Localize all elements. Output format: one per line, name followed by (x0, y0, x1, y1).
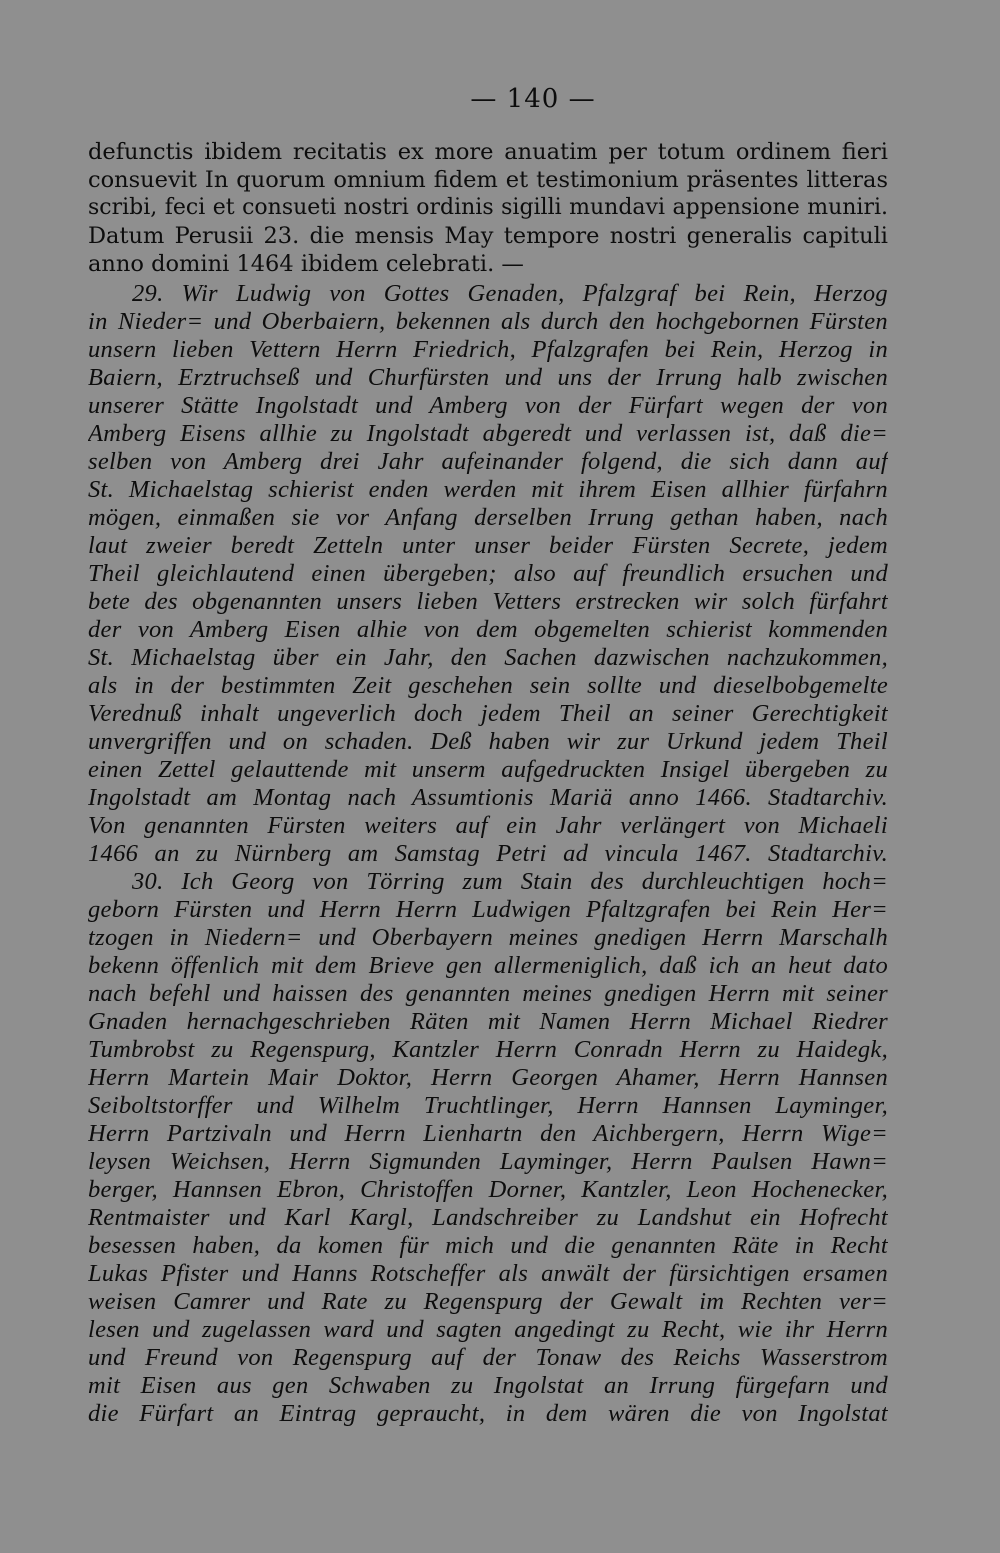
text-line: consuevit In quorum omnium fidem et testimonium präsentes litteras (88, 167, 888, 193)
text-line: einen Zettel gelauttende mit unserm aufgedruckten Insigel übergeben zu (88, 756, 888, 783)
text-line: St. Michaelstag schierist enden werden mit ihrem Eisen allhier fürfahrn (88, 476, 888, 503)
text-line: besessen haben, da komen für mich und die genannten Räte in Recht (88, 1232, 888, 1259)
text-line: 1466 an zu Nürnberg am Samstag Petri ad vincula 1467. Stadtarchiv. (88, 840, 888, 867)
text-line: Lukas Pfister und Hanns Rotscheffer als anwält der fürsichtigen ersamen (88, 1260, 888, 1287)
text-line: Rentmaister und Karl Kargl, Landschreiber zu Landshut ein Hofrecht (88, 1204, 888, 1231)
text-line: selben von Amberg drei Jahr aufeinander folgend, die sich dann auf (88, 448, 888, 475)
text-line: anno domini 1464 ibidem celebrati. — (88, 251, 524, 277)
text-line: defunctis ibidem recitatis ex more anuatim per totum ordinem fieri (88, 139, 888, 165)
page-number: — 140 — (470, 84, 596, 114)
text-line: weisen Camrer und Rate zu Regenspurg der Gewalt im Rechten ver= (88, 1288, 888, 1315)
text-line: geborn Fürsten und Herrn Herrn Ludwigen Pfaltzgrafen bei Rein Her= (88, 896, 888, 923)
paragraph-29-start: 29. Wir Ludwig von Gottes Genaden, Pfalzgraf bei Rein, Herzog (132, 280, 888, 307)
text-line: Baiern, Erztruchseß und Churfürsten und uns der Irrung halb zwischen (88, 364, 888, 391)
text-line: lesen und zugelassen ward und sagten angedingt zu Recht, wie ihr Herrn (88, 1316, 888, 1343)
text-line: Tumbrobst zu Regenspurg, Kantzler Herrn Conradn Herrn zu Haidegk, (88, 1036, 888, 1063)
fraktur-text-block (88, 280, 888, 1428)
document-page (88, 0, 888, 1553)
text-line: mögen, einmaßen sie vor Anfang derselben Irrung gethan haben, nach (88, 504, 888, 531)
text-line: unserer Stätte Ingolstadt und Amberg von der Fürfart wegen der von (88, 392, 888, 419)
latin-text-block (88, 138, 888, 278)
text-line: der von Amberg Eisen alhie von dem obgemelten schierist kommenden (88, 616, 888, 643)
text-line: als in der bestimmten Zeit geschehen sein sollte und dieselbobgemelte (88, 672, 888, 699)
text-line: die Fürfart an Eintrag gepraucht, in dem wären die von Ingolstat (88, 1400, 888, 1427)
text-line: Datum Perusii 23. die mensis May tempore nostri generalis capituli (88, 223, 888, 249)
text-line: bete des obgenannten unsers lieben Vetters erstrecken wir solch fürfahrt (88, 588, 888, 615)
text-line: Ingolstadt am Montag nach Assumtionis Mariä anno 1466. Stadtarchiv. (88, 784, 888, 811)
text-line: unvergriffen und on schaden. Deß haben wir zur Urkund jedem Theil (88, 728, 888, 755)
text-line: tzogen in Niedern= und Oberbayern meines gnedigen Herrn Marschalh (88, 924, 888, 951)
text-line: leysen Weichsen, Herrn Sigmunden Layminger, Herrn Paulsen Hawn= (88, 1148, 888, 1175)
text-line: unsern lieben Vettern Herrn Friedrich, Pfalzgrafen bei Rein, Herzog in (88, 336, 888, 363)
text-line: berger, Hannsen Ebron, Christoffen Dorner, Kantzler, Leon Hochenecker, (88, 1176, 888, 1203)
text-line: Von genannten Fürsten weiters auf ein Jahr verlängert von Michaeli (88, 812, 888, 839)
paragraph-30-start: 30. Ich Georg von Törring zum Stain des durchleuchtigen hoch= (132, 868, 888, 895)
text-line: Seiboltstorffer und Wilhelm Truchtlinger, Herrn Hannsen Layminger, (88, 1092, 888, 1119)
text-line: Herrn Martein Mair Doktor, Herrn Georgen Ahamer, Herrn Hannsen (88, 1064, 888, 1091)
text-line: in Nieder= und Oberbaiern, bekennen als durch den hochgebornen Fürsten (88, 308, 888, 335)
text-line: Amberg Eisens allhie zu Ingolstadt abgeredt und verlassen ist, daß die= (88, 420, 888, 447)
text-line: Verednuß inhalt ungeverlich doch jedem Theil an seiner Gerechtigkeit (88, 700, 888, 727)
text-line: Gnaden hernachgeschrieben Räten mit Namen Herrn Michael Riedrer (88, 1008, 888, 1035)
text-line: St. Michaelstag über ein Jahr, den Sachen dazwischen nachzukommen, (88, 644, 888, 671)
text-line: bekenn öffenlich mit dem Brieve gen allermeniglich, daß ich an heut dato (88, 952, 888, 979)
text-line: mit Eisen aus gen Schwaben zu Ingolstat an Irrung fürgefarn und (88, 1372, 888, 1399)
text-line: und Freund von Regenspurg auf der Tonaw des Reichs Wasserstrom (88, 1344, 888, 1371)
text-line: laut zweier beredt Zetteln unter unser beider Fürsten Secrete, jedem (88, 532, 888, 559)
text-line: scribi, feci et consueti nostri ordinis sigilli mundavi appensione muniri. (88, 195, 888, 220)
text-line: nach befehl und haissen des genannten meines gnedigen Herrn mit seiner (88, 980, 888, 1007)
text-line: Herrn Partzivaln und Herrn Lienhartn den Aichbergern, Herrn Wige= (88, 1120, 888, 1147)
text-line: Theil gleichlautend einen übergeben; also auf freundlich ersuchen und (88, 560, 888, 587)
